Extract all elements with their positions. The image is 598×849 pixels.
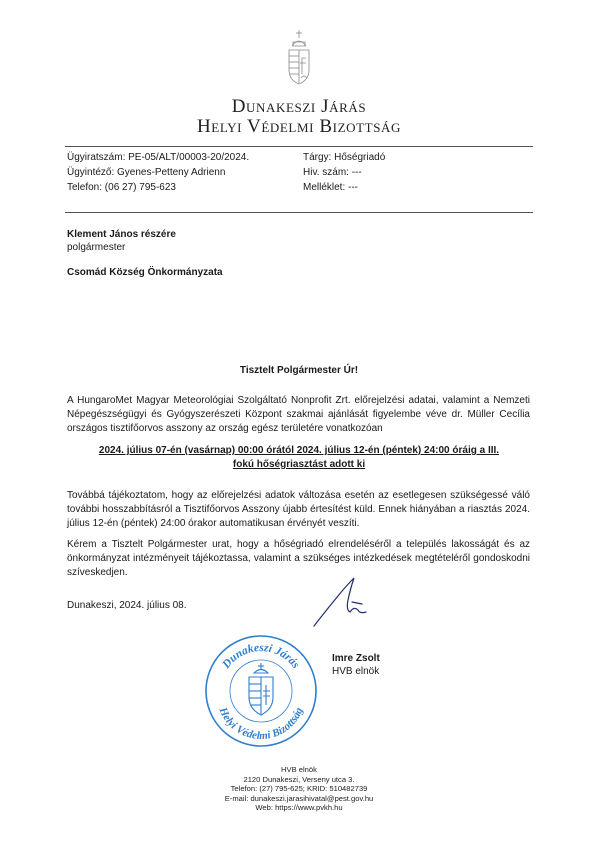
subject-block <box>303 150 385 195</box>
stamp-crest-icon <box>249 663 273 715</box>
official-stamp <box>203 633 319 749</box>
phone: Telefon: (06 27) 795-623 <box>67 182 176 193</box>
reference-block <box>67 150 249 195</box>
footer-contact <box>0 765 598 813</box>
coat-of-arms-icon <box>283 28 315 86</box>
request-paragraph: Kérem a Tisztelt Polgármester urat, hogy a hőségriadó elrendeléséről a település lakosságát és az önkormányzat intézményeit tájékoztassa, valamint a szükséges intézkedések megtételéről gondoskodni szíveskedjen. <box>67 539 530 578</box>
recipient-title: polgármester <box>67 242 126 253</box>
salutation: Tisztelt Polgármester Úr! <box>239 365 359 376</box>
footer-role: HVB elnök <box>281 765 317 774</box>
recipient-org: Csomád Község Önkormányzata <box>67 267 223 278</box>
file-number: Ügyiratszám: PE-05/ALT/00003-20/2024. <box>67 152 250 163</box>
case-officer: Ügyintéző: Gyenes-Petteny Adrienn <box>67 167 226 178</box>
alert-notice: 2024. július 07-én (vasárnap) 00:00 órától 2024. július 12-én (péntek) 24:00 óráig a III. fokú hőségriasztást adott ki <box>98 445 500 470</box>
org-name-line1: Dunakeszi Járás <box>231 96 367 117</box>
meta-divider <box>65 212 533 213</box>
signature-icon <box>306 572 386 630</box>
header-divider <box>65 146 533 147</box>
footer-address: 2120 Dunakeszi, Verseny utca 3. <box>243 774 355 784</box>
footer-email[interactable]: E-mail: dunakeszi.jarasihivatal@pest.gov.hu <box>224 793 374 803</box>
stamp-bottom-text: Helyi Védelmi Bizottság <box>216 705 306 743</box>
stamp-top-text: Dunakeszi Járás <box>220 641 302 671</box>
signer-name: Imre Zsolt <box>332 653 380 664</box>
org-name-line2: Helyi Védelmi Bizottság <box>196 116 401 137</box>
footer-web[interactable]: Web: https://www.pvkh.hu <box>255 803 343 813</box>
signer-title: HVB elnök <box>332 666 380 677</box>
intro-paragraph: A HungaroMet Magyar Meteorológiai Szolgáltató Nonprofit Zrt. előrejelzési adatai, valamint a Nemzeti Népegészségügyi és Gyógyszerészeti Központ szakmai ajánlását figyelembe véve dr. Müller Cecília országos tisztifőorvos asszony az ország egész területére vonatkozóan <box>67 395 530 434</box>
date-place: Dunakeszi, 2024. július 08. <box>67 600 187 611</box>
reference-number: Hiv. szám: --- <box>303 167 362 178</box>
extension-paragraph: Továbbá tájékoztatom, hogy az előrejelzési adatok változása esetén az esetlegesen szükségessé váló további hosszabbításról a Tisztifőorvos Asszony újabb értesítést küld. Ennek hiányában a riasztás 2024. július 12-én (péntek) 24:00 órakor automatikusan érvényét veszíti. <box>67 490 530 529</box>
footer-phone: Telefon: (27) 795-625; KRID: 510482739 <box>230 784 368 794</box>
attachment: Melléklet: --- <box>303 182 359 193</box>
subject: Tárgy: Hőségriadó <box>303 152 386 163</box>
recipient-name: Klement János részére <box>67 229 176 240</box>
